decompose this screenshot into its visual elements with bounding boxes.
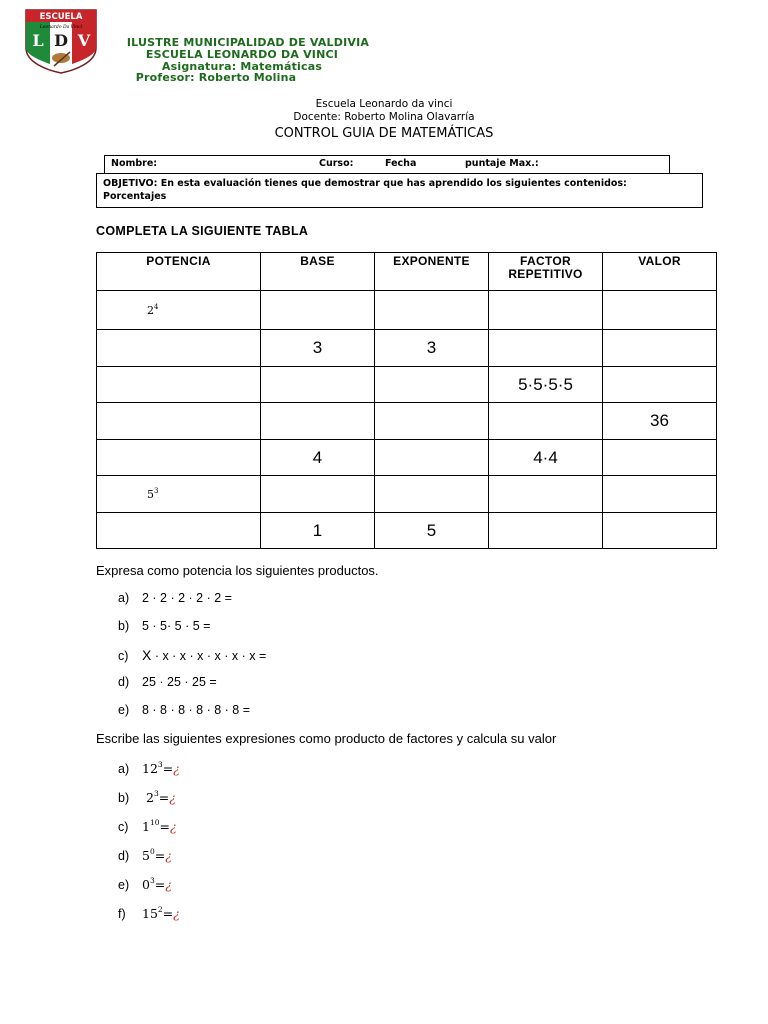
cell-valor[interactable] <box>603 330 717 367</box>
curso-label: Curso: <box>319 158 354 169</box>
cell-potencia[interactable] <box>97 513 261 549</box>
cell-exponente[interactable]: 3 <box>375 330 489 367</box>
nombre-label: Nombre: <box>111 158 158 169</box>
list-item: f) $15^2=¿$ <box>118 905 180 921</box>
cell-potencia[interactable]: $2^4$ <box>97 291 261 330</box>
cell-potencia[interactable] <box>97 367 261 403</box>
table-row <box>97 330 717 367</box>
cell-base[interactable] <box>261 367 375 403</box>
logo-script-text: Leonardo Da Vinci <box>39 25 83 30</box>
cell-factor[interactable] <box>489 330 603 367</box>
list-item: d) $5^0=¿$ <box>118 847 172 863</box>
puntaje-label: puntaje Max.: <box>465 158 539 169</box>
cell-base[interactable]: 4 <box>261 440 375 476</box>
cell-valor[interactable] <box>603 440 717 476</box>
table-title: COMPLETA LA SIGUIENTE TABLA <box>96 224 309 238</box>
cell-potencia[interactable] <box>97 403 261 440</box>
list-item: d) 25 · 25 · 25 = <box>118 675 217 689</box>
table-row <box>97 291 717 330</box>
header-subject: Asignatura: Matemáticas <box>161 60 323 73</box>
table-row <box>97 513 717 549</box>
list-item: a) $12^3=¿$ <box>118 760 180 776</box>
table-row <box>97 367 717 403</box>
cell-exponente[interactable] <box>375 367 489 403</box>
cell-exponente[interactable]: 5 <box>375 513 489 549</box>
powers-table <box>96 252 717 549</box>
list-item: c) $1^{10}=¿$ <box>118 818 177 834</box>
doc-teacher: Docente: Roberto Molina Olavarría <box>293 111 475 123</box>
objective-box <box>96 173 703 208</box>
list-item: e) $0^3=¿$ <box>118 876 172 892</box>
header-municipality: ILUSTRE MUNICIPALIDAD DE VALDIVIA <box>126 36 370 49</box>
cell-factor[interactable]: 4·4 <box>489 440 603 476</box>
cell-exponente[interactable] <box>375 403 489 440</box>
objective-topic: Porcentajes <box>103 191 167 202</box>
section2-title: Expresa como potencia los siguientes productos. <box>96 563 379 578</box>
cell-exponente[interactable] <box>375 291 489 330</box>
cell-potencia[interactable] <box>97 440 261 476</box>
cell-factor[interactable] <box>489 513 603 549</box>
header-valor: VALOR <box>603 253 717 291</box>
cell-factor[interactable] <box>489 291 603 330</box>
section3-title: Escribe las siguientes expresiones como producto de factores y calcula su valor <box>96 731 557 746</box>
list-item: a) 2 · 2 · 2 · 2 · 2 = <box>118 591 232 605</box>
cell-factor[interactable] <box>489 476 603 513</box>
doc-school: Escuela Leonardo da vinci <box>315 98 453 110</box>
cell-valor[interactable] <box>603 367 717 403</box>
school-shield-logo <box>24 8 98 74</box>
header-factor: FACTOR REPETITIVO <box>489 253 603 291</box>
cell-exponente[interactable] <box>375 440 489 476</box>
cell-valor[interactable] <box>603 513 717 549</box>
header-potencia: POTENCIA <box>97 253 261 291</box>
fecha-label: Fecha <box>385 158 417 169</box>
cell-valor[interactable] <box>603 291 717 330</box>
objective-text: OBJETIVO: En esta evaluación tienes que demostrar que has aprendido los siguientes contenidos: <box>103 178 627 189</box>
cell-valor[interactable]: 36 <box>603 403 717 440</box>
cell-factor[interactable]: 5·5·5·5 <box>489 367 603 403</box>
logo-letter-l: L <box>32 31 44 50</box>
list-item: e) 8 · 8 · 8 · 8 · 8 · 8 = <box>118 703 251 717</box>
cell-potencia[interactable] <box>97 330 261 367</box>
cell-base[interactable] <box>261 476 375 513</box>
cell-base[interactable] <box>261 291 375 330</box>
doc-title: CONTROL GUIA DE MATEMÁTICAS <box>274 126 494 141</box>
list-item: b) $2^3=¿$ <box>118 789 176 805</box>
logo-letter-d: D <box>54 31 68 50</box>
header-base: BASE <box>261 253 375 291</box>
cell-base[interactable] <box>261 403 375 440</box>
cell-potencia[interactable]: $5^3$ <box>97 476 261 513</box>
table-row <box>97 476 717 513</box>
header-exponente: EXPONENTE <box>375 253 489 291</box>
table-row <box>97 403 717 440</box>
cell-exponente[interactable] <box>375 476 489 513</box>
student-info-box <box>104 155 670 174</box>
cell-base[interactable]: 1 <box>261 513 375 549</box>
table-header-row <box>97 253 717 291</box>
header-teacher: Profesor: Roberto Molina <box>135 71 297 84</box>
cell-base[interactable]: 3 <box>261 330 375 367</box>
header-school: ESCUELA LEONARDO DA VINCI <box>145 48 339 61</box>
list-item: b) 5 · 5· 5 · 5 = <box>118 619 211 633</box>
logo-top-text: ESCUELA <box>39 12 83 22</box>
logo-letter-v: V <box>77 31 91 50</box>
cell-valor[interactable] <box>603 476 717 513</box>
table-row <box>97 440 717 476</box>
list-item: c) X · x · x · x · x · x · x = <box>118 647 267 663</box>
cell-factor[interactable] <box>489 403 603 440</box>
